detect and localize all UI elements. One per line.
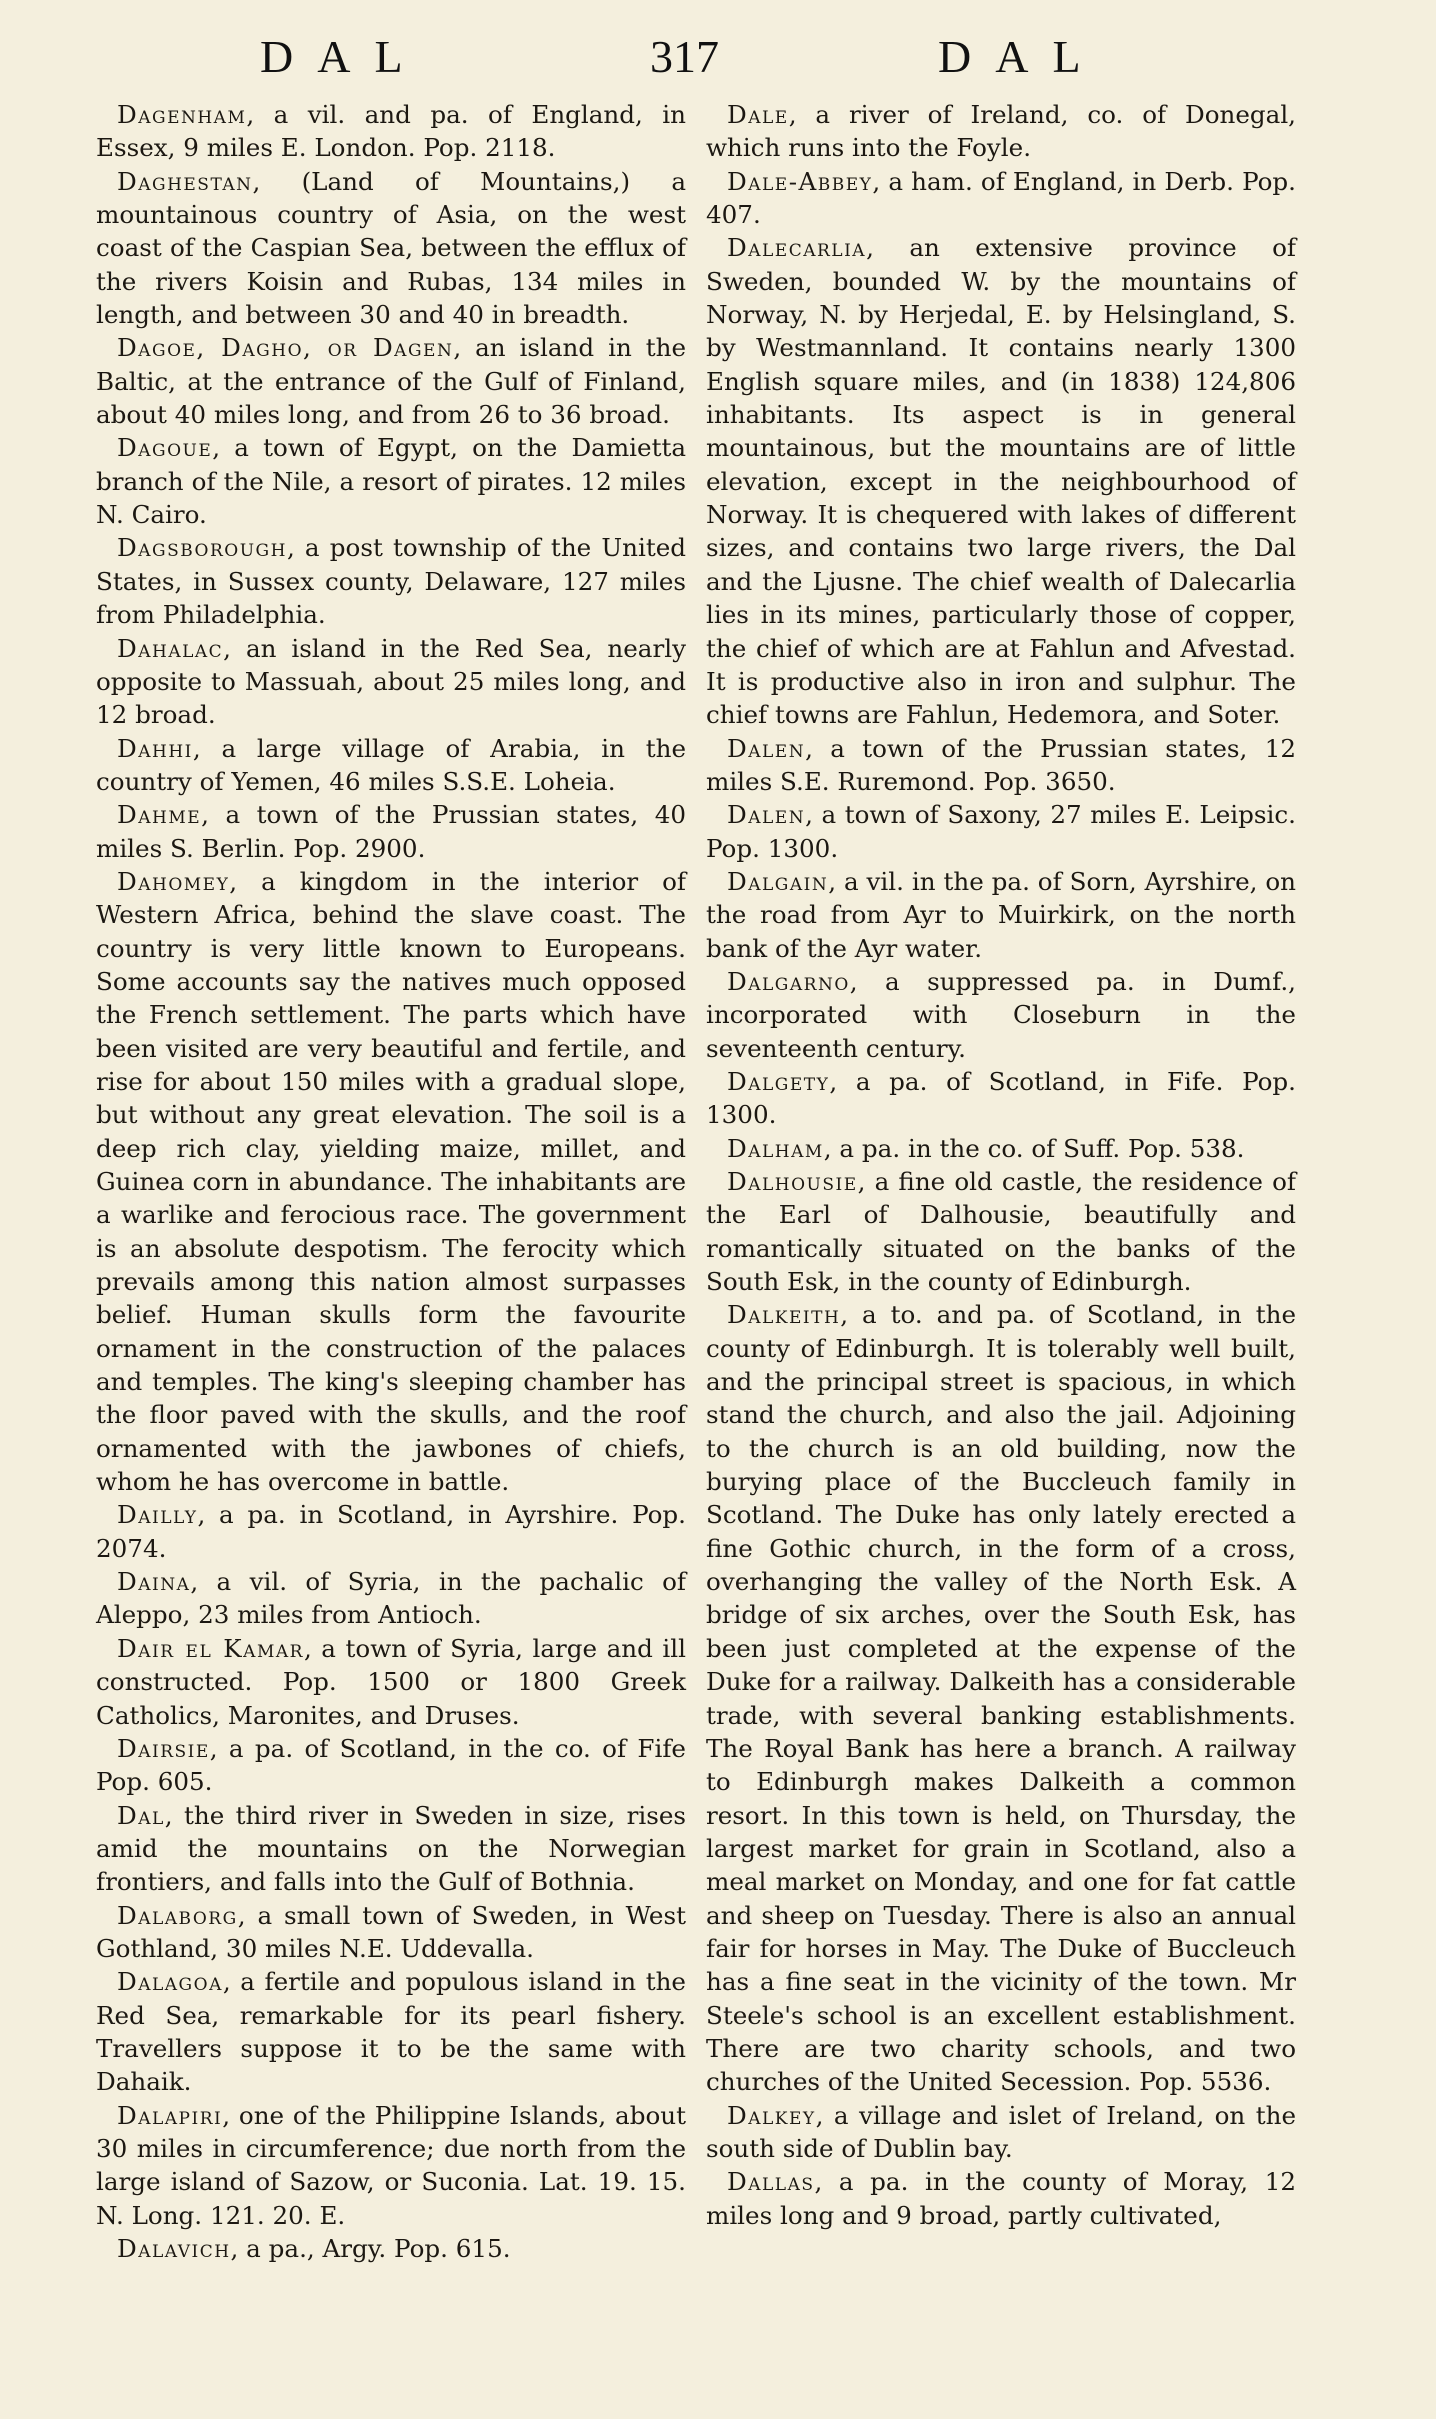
- entry-headword: Dalaborg: [117, 1900, 238, 1930]
- entry-headword: Dalgain: [727, 866, 829, 896]
- left-column: [96, 98, 686, 2265]
- entry-headword: Dale-Abbey: [727, 166, 873, 196]
- entry-headword: Dallas: [727, 2167, 815, 2197]
- entry-headword: Dalecarlia: [727, 233, 867, 263]
- gazetteer-entry: [706, 1065, 1296, 1132]
- entry-text: , a pa. in the co. of Suff. Pop. 538.: [823, 1133, 1245, 1163]
- entry-headword: Daina: [117, 1567, 191, 1597]
- gazetteer-entry: [706, 2099, 1296, 2166]
- entry-headword: Dagenham: [117, 100, 247, 129]
- gazetteer-entry: [96, 1565, 686, 1632]
- entry-headword: Dalham: [727, 1133, 824, 1163]
- entry-headword: Dairsie: [117, 1733, 210, 1763]
- entry-headword: Dahalac: [117, 633, 224, 663]
- gazetteer-entry: [96, 1899, 686, 1966]
- entry-text: , a ham. of England, in Derb. Pop. 407.: [706, 166, 1296, 230]
- entry-headword: Dalen: [727, 733, 806, 763]
- entry-text: , an island in the Red Sea, nearly opposite to Massuah, about 25 miles long, and 12 broad.: [96, 633, 686, 730]
- entry-text: , a town of Syria, large and ill constructed. Pop. 1500 or 1800 Greek Catholics, Maronites, and Druses.: [96, 1633, 686, 1730]
- gazetteer-entry: [96, 732, 686, 799]
- gazetteer-entry: [96, 431, 686, 531]
- gazetteer-entry: [706, 98, 1296, 165]
- gazetteer-entry: [96, 1732, 686, 1799]
- entry-text: , a river of Ireland, co. of Donegal, which runs into the Foyle.: [706, 100, 1296, 163]
- entry-headword: Dagoue: [117, 433, 213, 463]
- entry-text: , the third river in Sweden in size, rises amid the mountains on the Norwegian frontiers, and falls into the Gulf of Bothnia.: [96, 1800, 686, 1897]
- entry-text: , a town of Saxony, 27 miles E. Leipsic. Pop. 1300.: [706, 800, 1296, 863]
- entry-text: , a fine old castle, the residence of the Earl of Dalhousie, beautifully and romantically situated on the banks of the South Esk, in the county of Edinburgh.: [706, 1167, 1296, 1297]
- entry-text: , one of the Philippine Islands, about 30 miles in circumference; due north from the large island of Sazow, or Suconia. Lat. 19. 15. N. Long. 121. 20. E.: [96, 2100, 686, 2230]
- header-right-word: DAL: [938, 31, 1105, 82]
- entry-headword: Dagoe, Dagho, or Dagen: [117, 333, 454, 363]
- gazetteer-entry: [96, 1799, 686, 1899]
- entry-text: , a vil. in the pa. of Sorn, Ayrshire, on the road from Ayr to Muirkirk, on the north bank of the Ayr water.: [706, 866, 1296, 963]
- gazetteer-entry: [96, 331, 686, 431]
- entry-text: , a vil. and pa. of England, in Essex, 9 miles E. London. Pop. 2118.: [96, 100, 686, 163]
- entry-text: , a pa. in the county of Moray, 12 miles long and 9 broad, partly cultivated,: [706, 2167, 1296, 2230]
- gazetteer-entry: [96, 98, 686, 165]
- entry-headword: Dalgarno: [727, 966, 850, 996]
- entry-text: , a pa. of Scotland, in Fife. Pop. 1300.: [706, 1066, 1296, 1130]
- entry-text: , a small town of Sweden, in West Gothland, 30 miles N.E. Uddevalla.: [96, 1900, 686, 1963]
- entry-text: , an extensive province of Sweden, bounded W. by the mountains of Norway, N. by Herjedal, E. by Helsingland, S. by Westmannland. It contains nearly 1300 English square miles, and (in 1838) 124,806 inhabitants. Its aspect is in general mountainous, but the mountains are of little elevation, except in the neighbourhood of Norway. It is chequered with lakes of different sizes, and contains two large rivers, the Dal and the Ljusne. The chief wealth of Dalecarlia lies in its mines, particularly those of copper, the chief of which are at Fahlun and Afvestad. It is productive also in iron and sulphur. The chief towns are Fahlun, Hedemora, and Soter.: [706, 233, 1296, 730]
- entry-text: , a fertile and populous island in the Red Sea, remarkable for its pearl fishery. Travellers suppose it to be the same with Dahaik.: [96, 1967, 686, 2097]
- entry-headword: Daghestan: [117, 166, 253, 196]
- gazetteer-entry: [96, 165, 686, 332]
- entry-headword: Dahomey: [117, 866, 230, 896]
- gazetteer-entry: [96, 865, 686, 1499]
- entry-text: , a vil. of Syria, in the pachalic of Aleppo, 23 miles from Antioch.: [96, 1567, 686, 1630]
- right-column: [706, 98, 1296, 2232]
- entry-text: , a post township of the United States, in Sussex county, Delaware, 127 miles from Philadelphia.: [96, 533, 686, 630]
- entry-text: , (Land of Mountains,) a mountainous country of Asia, on the west coast of the Caspian Sea, between the efflux of the rivers Koisin and Rubas, 134 miles in length, and between 30 and 40 in breadth.: [96, 166, 686, 330]
- entry-headword: Dair el Kamar: [117, 1633, 304, 1663]
- entry-headword: Dalkey: [727, 2100, 816, 2130]
- entry-text: , a town of the Prussian states, 40 miles S. Berlin. Pop. 2900.: [96, 800, 686, 863]
- gazetteer-entry: [706, 165, 1296, 232]
- gazetteer-entry: [706, 965, 1296, 1065]
- entry-headword: Dahme: [117, 800, 202, 830]
- gazetteer-entry: [96, 798, 686, 865]
- page-header: [90, 30, 1360, 90]
- entry-text: , a to. and pa. of Scotland, in the county of Edinburgh. It is tolerably well built, and the principal street is spacious, in which stand the church, and also the jail. Adjoining to the church is an old building, now the burying place of the Buccleuch family in Scotland. The Duke has only lately erected a fine Gothic church, in the form of a cross, overhanging the valley of the North Esk. A bridge of six arches, over the South Esk, has been just completed at the expense of the Duke for a railway. Dalkeith has a considerable trade, with several banking establishments. The Royal Bank has here a branch. A railway to Edinburgh makes Dalkeith a common resort. In this town is held, on Thursday, the largest market for grain in Scotland, also a meal market on Monday, and one for fat cattle and sheep on Tuesday. There is also an annual fair for horses in May. The Duke of Buccleuch has a fine seat in the vicinity of the town. Mr Steele's school is an excellent establishment. There are two charity schools, and two churches of the United Secession. Pop. 5536.: [706, 1300, 1296, 2097]
- entry-headword: Dagsborough: [117, 533, 287, 563]
- entry-headword: Dalgety: [727, 1066, 830, 1096]
- gazetteer-entry: [96, 632, 686, 732]
- entry-text: , a pa. of Scotland, in the co. of Fife Pop. 605.: [96, 1733, 686, 1797]
- entry-headword: Dalkeith: [727, 1300, 841, 1330]
- gazetteer-entry: [706, 2165, 1296, 2232]
- gazetteer-entry: [706, 1165, 1296, 1298]
- entry-headword: Dalagoa: [117, 1967, 223, 1997]
- gazetteer-entry: [96, 531, 686, 631]
- entry-headword: Dalapiri: [117, 2100, 223, 2130]
- gazetteer-entry: [706, 798, 1296, 865]
- gazetteer-entry: [96, 1965, 686, 2098]
- entry-headword: Dal: [117, 1800, 165, 1830]
- entry-text: , a town of the Prussian states, 12 miles S.E. Ruremond. Pop. 3650.: [706, 733, 1296, 796]
- gazetteer-entry: [706, 732, 1296, 799]
- gazetteer-entry: [706, 1132, 1296, 1165]
- entry-headword: Dale: [727, 100, 789, 129]
- header-left-word: DAL: [260, 31, 427, 82]
- entry-headword: Dalhousie: [727, 1167, 858, 1196]
- gazetteer-entry: [706, 865, 1296, 965]
- gazetteer-entry: [96, 2232, 686, 2265]
- entry-headword: Dalavich: [117, 2234, 231, 2263]
- gazetteer-entry: [96, 2099, 686, 2232]
- gazetteer-entry: [706, 231, 1296, 731]
- gazetteer-entry: [96, 1632, 686, 1732]
- entry-text: , a village and islet of Ireland, on the south side of Dublin bay.: [706, 2100, 1296, 2163]
- entry-text: , an island in the Baltic, at the entrance of the Gulf of Finland, about 40 miles long, and from 26 to 36 broad.: [96, 333, 686, 430]
- entry-text: , a large village of Arabia, in the country of Yemen, 46 miles S.S.E. Loheia.: [96, 733, 686, 796]
- entry-text: , a town of Egypt, on the Damietta branch of the Nile, a resort of pirates. 12 miles N. Cairo.: [96, 433, 686, 530]
- entry-text: , a pa. in Scotland, in Ayrshire. Pop. 2074.: [96, 1500, 686, 1563]
- gazetteer-entry: [96, 1498, 686, 1565]
- gazetteer-entry: [706, 1298, 1296, 2098]
- page-number: 317: [650, 31, 719, 82]
- entry-text: , a kingdom in the interior of Western Africa, behind the slave coast. The country is very little known to Europeans. Some accounts say the natives much opposed the French settlement. The parts which have been visited are very beautiful and fertile, and rise for about 150 miles with a gradual slope, but without any great elevation. The soil is a deep rich clay, yielding maize, millet, and Guinea corn in abundance. The inhabitants are a warlike and ferocious race. The government is an absolute despotism. The ferocity which prevails among this nation almost surpasses belief. Human skulls form the favourite ornament in the construction of the palaces and temples. The king's sleeping chamber has the floor paved with the skulls, and the roof ornamented with the jawbones of chiefs, whom he has overcome in battle.: [96, 866, 686, 1497]
- entry-headword: Dahhi: [117, 733, 193, 763]
- entry-text: , a suppressed pa. in Dumf., incorporated with Closeburn in the seventeenth century.: [706, 966, 1296, 1063]
- entry-text: , a pa., Argy. Pop. 615.: [230, 2234, 511, 2263]
- entry-headword: Dalen: [727, 800, 806, 830]
- entry-headword: Dailly: [117, 1500, 198, 1530]
